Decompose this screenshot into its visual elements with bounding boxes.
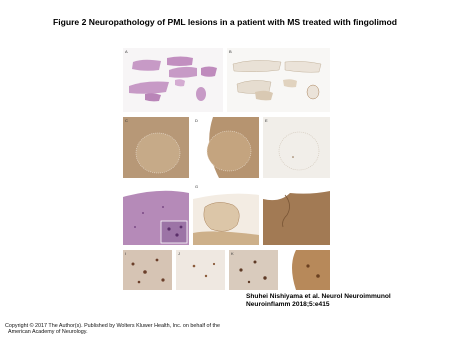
panel-i-label: I <box>125 251 127 256</box>
panel-d <box>193 117 259 178</box>
panel-b-label: B <box>229 49 232 54</box>
panel-h <box>263 183 330 245</box>
figure-image <box>120 48 333 290</box>
panel-d-label: D <box>195 118 198 123</box>
lesion-outline <box>193 117 259 178</box>
stained-cells <box>176 250 225 290</box>
figure-title: Figure 2 Neuropathology of PML lesions in a patient with MS treated with fingolimod <box>52 17 398 27</box>
panel-a-label: A <box>125 49 128 54</box>
panel-k <box>229 250 278 290</box>
panel-g-label: G <box>195 184 199 189</box>
panel-h-label: H <box>265 184 268 189</box>
copyright-line-1: Copyright © 2017 The Author(s). Published by Wolters Kluwer Health, Inc. on behalf of the <box>5 323 221 329</box>
lesion-outline <box>123 117 189 178</box>
panel-e-label: E <box>265 118 268 123</box>
panel-c <box>123 117 189 178</box>
panel-e <box>263 117 330 178</box>
panel-j <box>176 250 225 290</box>
panel-f-label: F <box>125 184 128 189</box>
panel-g <box>193 183 259 245</box>
lesion-outline <box>263 117 330 178</box>
panel-f <box>123 183 189 245</box>
panel-j-label: J <box>178 251 180 256</box>
panel-b <box>227 48 330 112</box>
citation-line-1: Shuhei Nishiyama et al. Neurol Neuroimmunol <box>246 293 391 300</box>
ihc-histology <box>263 183 330 245</box>
copyright-line-2: American Academy of Neurology. <box>8 329 88 336</box>
he-section-slices <box>123 48 223 112</box>
panel-l-label: L <box>284 251 287 256</box>
stained-cells <box>229 250 278 290</box>
stained-cells <box>123 250 172 290</box>
he-histology <box>123 183 189 245</box>
panel-l <box>282 250 330 290</box>
panel-i <box>123 250 172 290</box>
citation <box>246 293 391 309</box>
copyright-notice <box>5 323 220 336</box>
ihc-histology <box>193 183 259 245</box>
ihc-section-slices <box>227 48 330 112</box>
panel-c-label: C <box>125 118 128 123</box>
panel-k-label: K <box>231 251 234 256</box>
inset-box <box>161 221 187 243</box>
stained-cells <box>282 250 330 290</box>
panel-a <box>123 48 223 112</box>
citation-line-2: Neuroinflamm 2018;5:e415 <box>246 301 330 309</box>
